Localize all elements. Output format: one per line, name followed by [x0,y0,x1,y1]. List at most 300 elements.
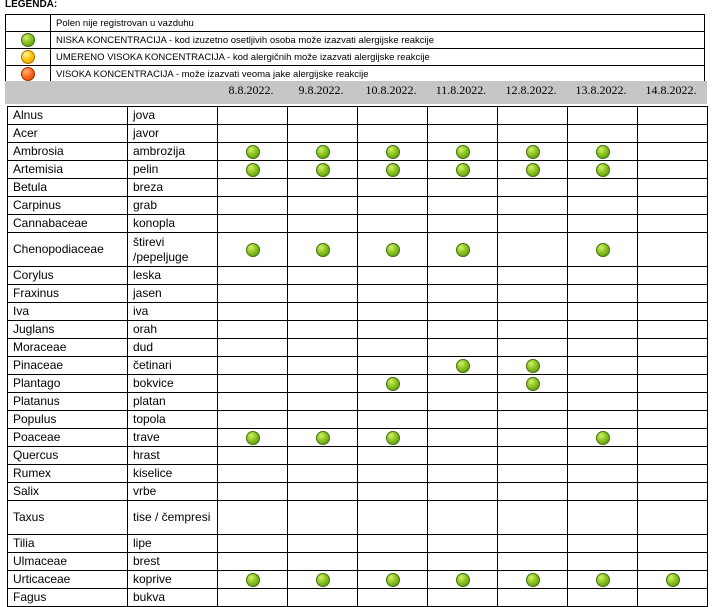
local-name: štirevi /pepeljuge [128,233,218,267]
legend-table [5,14,705,83]
table-row [8,393,708,411]
green-dot-icon [526,359,540,373]
concentration-cell [428,411,498,429]
concentration-cell [638,233,708,267]
table-row [8,357,708,375]
concentration-cell [218,357,288,375]
concentration-cell [498,303,568,321]
concentration-cell [218,161,288,179]
concentration-cell [568,215,638,233]
concentration-cell [638,215,708,233]
concentration-cell [288,589,358,607]
table-row [8,571,708,589]
green-dot-icon [666,573,680,587]
concentration-cell [498,571,568,589]
concentration-cell [498,589,568,607]
concentration-cell [498,339,568,357]
table-row [8,447,708,465]
table-row [8,483,708,501]
table-row [8,429,708,447]
latin-name: Betula [8,179,128,197]
date-header: 11.8.2022. [435,83,487,97]
concentration-cell [638,429,708,447]
concentration-cell [288,267,358,285]
concentration-cell [358,501,428,535]
concentration-cell [638,339,708,357]
local-name: trave [128,429,218,447]
concentration-cell [218,143,288,161]
concentration-cell [638,179,708,197]
concentration-cell [218,233,288,267]
green-dot-icon [386,431,400,445]
concentration-cell [568,143,638,161]
local-name: topola [128,411,218,429]
latin-name: Artemisia [8,161,128,179]
concentration-cell [358,357,428,375]
concentration-cell [498,501,568,535]
concentration-cell [498,125,568,143]
table-row [8,589,708,607]
concentration-cell [498,393,568,411]
concentration-cell [218,447,288,465]
latin-name: Ambrosia [8,143,128,161]
latin-name: Acer [8,125,128,143]
green-dot-icon [526,573,540,587]
green-dot-icon [316,145,330,159]
concentration-cell [428,465,498,483]
table-row [8,161,708,179]
table-row [8,267,708,285]
concentration-cell [498,429,568,447]
concentration-cell [638,465,708,483]
concentration-cell [358,233,428,267]
concentration-cell [358,553,428,571]
legend-row-none [6,15,705,32]
concentration-cell [568,429,638,447]
concentration-cell [218,125,288,143]
latin-name: Cannabaceae [8,215,128,233]
concentration-cell [638,125,708,143]
concentration-cell [568,321,638,339]
latin-name: Chenopodiaceae [8,233,128,267]
concentration-cell [218,197,288,215]
concentration-cell [218,393,288,411]
concentration-cell [568,285,638,303]
legend-text: NISKA KONCENTRACIJA - kod izuzetno osetljivih osoba može izazvati alergijske reakcije [51,32,705,49]
concentration-cell [638,161,708,179]
green-dot-icon [596,243,610,257]
green-dot-icon [21,33,35,47]
concentration-cell [568,483,638,501]
concentration-cell [568,571,638,589]
local-name: lipe [128,535,218,553]
concentration-cell [288,411,358,429]
green-dot-icon [246,145,260,159]
concentration-cell [638,303,708,321]
concentration-cell [288,179,358,197]
concentration-cell [428,285,498,303]
table-row [8,465,708,483]
table-row [8,321,708,339]
concentration-cell [638,107,708,125]
concentration-cell [638,535,708,553]
concentration-cell [568,535,638,553]
concentration-cell [288,107,358,125]
concentration-cell [358,197,428,215]
date-header-band [5,81,707,104]
green-dot-icon [386,243,400,257]
latin-name: Moraceae [8,339,128,357]
concentration-cell [358,267,428,285]
local-name: koprive [128,571,218,589]
legend-row-moderate [6,49,705,66]
concentration-cell [428,125,498,143]
latin-name: Juglans [8,321,128,339]
latin-name: Tilia [8,535,128,553]
concentration-cell [638,553,708,571]
concentration-cell [428,501,498,535]
concentration-cell [568,197,638,215]
table-row [8,339,708,357]
concentration-cell [358,465,428,483]
concentration-cell [428,571,498,589]
concentration-cell [498,267,568,285]
green-dot-icon [526,377,540,391]
concentration-cell [568,357,638,375]
concentration-cell [428,215,498,233]
concentration-cell [288,125,358,143]
concentration-cell [218,303,288,321]
concentration-cell [218,535,288,553]
concentration-cell [428,339,498,357]
concentration-cell [638,375,708,393]
local-name: brest [128,553,218,571]
local-name: ambrozija [128,143,218,161]
concentration-cell [288,161,358,179]
concentration-cell [638,143,708,161]
green-dot-icon [596,163,610,177]
concentration-cell [568,393,638,411]
date-header: 10.8.2022. [365,83,417,97]
concentration-cell [358,321,428,339]
local-name: orah [128,321,218,339]
latin-name: Corylus [8,267,128,285]
concentration-cell [288,571,358,589]
local-name: tise / čempresi [128,501,218,535]
concentration-cell [638,571,708,589]
date-header: 12.8.2022. [505,83,557,97]
concentration-cell [218,553,288,571]
local-name: javor [128,125,218,143]
concentration-cell [218,465,288,483]
concentration-cell [568,501,638,535]
concentration-cell [218,267,288,285]
latin-name: Fagus [8,589,128,607]
green-dot-icon [246,431,260,445]
concentration-cell [638,393,708,411]
date-header: 8.8.2022. [228,83,274,97]
concentration-cell [358,303,428,321]
concentration-cell [498,375,568,393]
green-dot-icon [596,145,610,159]
concentration-cell [218,483,288,501]
concentration-cell [498,233,568,267]
local-name: breza [128,179,218,197]
concentration-cell [288,339,358,357]
concentration-cell [218,571,288,589]
concentration-cell [218,339,288,357]
green-dot-icon [456,145,470,159]
latin-name: Populus [8,411,128,429]
concentration-cell [288,233,358,267]
latin-name: Carpinus [8,197,128,215]
concentration-cell [218,375,288,393]
local-name: hrast [128,447,218,465]
concentration-cell [428,375,498,393]
concentration-cell [428,357,498,375]
latin-name: Platanus [8,393,128,411]
concentration-cell [428,483,498,501]
concentration-cell [218,179,288,197]
concentration-cell [358,215,428,233]
concentration-cell [498,161,568,179]
concentration-cell [218,501,288,535]
concentration-cell [498,465,568,483]
legend-swatch-none [6,15,51,32]
concentration-cell [358,161,428,179]
concentration-cell [428,589,498,607]
concentration-cell [358,375,428,393]
legend-row-high [6,66,705,83]
concentration-cell [498,143,568,161]
concentration-cell [498,553,568,571]
table-row [8,143,708,161]
green-dot-icon [386,163,400,177]
concentration-cell [288,553,358,571]
table-row [8,535,708,553]
table-row [8,233,708,267]
concentration-cell [498,357,568,375]
concentration-cell [358,571,428,589]
concentration-cell [288,375,358,393]
date-header: 13.8.2022. [575,83,627,97]
concentration-cell [358,483,428,501]
pollen-table [7,106,708,607]
concentration-cell [288,447,358,465]
legend-title: LEGENDA: [5,0,58,10]
concentration-cell [568,447,638,465]
concentration-cell [358,393,428,411]
concentration-cell [288,535,358,553]
concentration-cell [218,321,288,339]
local-name: četinari [128,357,218,375]
table-row [8,197,708,215]
concentration-cell [288,215,358,233]
latin-name: Rumex [8,465,128,483]
concentration-cell [568,465,638,483]
concentration-cell [568,161,638,179]
legend-text: UMERENO VISOKA KONCENTRACIJA - kod alergičnih može izazvati alergijske reakcije [51,49,705,66]
concentration-cell [638,267,708,285]
concentration-cell [218,107,288,125]
local-name: jasen [128,285,218,303]
latin-name: Urticaceae [8,571,128,589]
concentration-cell [288,321,358,339]
local-name: konopla [128,215,218,233]
local-name: dud [128,339,218,357]
concentration-cell [218,589,288,607]
concentration-cell [568,179,638,197]
local-name: bokvice [128,375,218,393]
concentration-cell [358,411,428,429]
concentration-cell [218,429,288,447]
concentration-cell [288,429,358,447]
concentration-cell [428,267,498,285]
concentration-cell [428,303,498,321]
concentration-cell [498,215,568,233]
concentration-cell [428,553,498,571]
green-dot-icon [596,431,610,445]
concentration-cell [428,535,498,553]
concentration-cell [568,553,638,571]
concentration-cell [358,143,428,161]
local-name: jova [128,107,218,125]
concentration-cell [358,589,428,607]
date-header: 9.8.2022. [298,83,344,97]
concentration-cell [428,161,498,179]
concentration-cell [638,447,708,465]
concentration-cell [358,125,428,143]
concentration-cell [498,535,568,553]
table-row [8,179,708,197]
concentration-cell [288,483,358,501]
concentration-cell [288,465,358,483]
concentration-cell [428,179,498,197]
concentration-cell [358,429,428,447]
green-dot-icon [316,163,330,177]
table-row [8,501,708,535]
concentration-cell [288,143,358,161]
concentration-cell [568,303,638,321]
green-dot-icon [246,243,260,257]
concentration-cell [498,285,568,303]
table-row [8,107,708,125]
green-dot-icon [596,573,610,587]
concentration-cell [638,589,708,607]
green-dot-icon [386,145,400,159]
local-name: grab [128,197,218,215]
concentration-cell [288,501,358,535]
concentration-cell [428,429,498,447]
local-name: bukva [128,589,218,607]
legend-text: Polen nije registrovan u vazduhu [51,15,705,32]
local-name: leska [128,267,218,285]
concentration-cell [218,215,288,233]
green-dot-icon [526,145,540,159]
concentration-cell [638,197,708,215]
concentration-cell [358,285,428,303]
green-dot-icon [386,377,400,391]
concentration-cell [638,411,708,429]
green-dot-icon [246,573,260,587]
concentration-cell [568,339,638,357]
local-name: platan [128,393,218,411]
green-dot-icon [316,431,330,445]
concentration-cell [568,267,638,285]
concentration-cell [428,233,498,267]
latin-name: Poaceae [8,429,128,447]
pollen-table-body [8,107,708,607]
concentration-cell [568,107,638,125]
latin-name: Plantago [8,375,128,393]
concentration-cell [498,483,568,501]
legend-row-low [6,32,705,49]
green-dot-icon [316,243,330,257]
concentration-cell [288,285,358,303]
latin-name: Fraxinus [8,285,128,303]
latin-name: Iva [8,303,128,321]
concentration-cell [358,339,428,357]
local-name: pelin [128,161,218,179]
concentration-cell [638,483,708,501]
concentration-cell [288,393,358,411]
concentration-cell [498,447,568,465]
concentration-cell [638,321,708,339]
green-dot-icon [456,243,470,257]
legend-text: VISOKA KONCENTRACIJA - može izazvati veoma jake alergijske reakcije [51,66,705,83]
local-name: vrbe [128,483,218,501]
concentration-cell [288,303,358,321]
latin-name: Ulmaceae [8,553,128,571]
amber-dot-icon [21,50,35,64]
table-row [8,125,708,143]
concentration-cell [568,125,638,143]
concentration-cell [288,197,358,215]
concentration-cell [218,411,288,429]
concentration-cell [428,143,498,161]
table-row [8,375,708,393]
green-dot-icon [456,359,470,373]
concentration-cell [568,233,638,267]
concentration-cell [428,447,498,465]
local-name: iva [128,303,218,321]
green-dot-icon [316,573,330,587]
concentration-cell [638,285,708,303]
table-row [8,285,708,303]
concentration-cell [498,107,568,125]
concentration-cell [568,375,638,393]
concentration-cell [218,285,288,303]
table-row [8,411,708,429]
concentration-cell [498,197,568,215]
concentration-cell [638,501,708,535]
concentration-cell [568,411,638,429]
local-name: kiselice [128,465,218,483]
table-row [8,553,708,571]
green-dot-icon [386,573,400,587]
table-row [8,303,708,321]
concentration-cell [498,179,568,197]
latin-name: Pinaceae [8,357,128,375]
latin-name: Salix [8,483,128,501]
green-dot-icon [456,163,470,177]
concentration-cell [358,107,428,125]
concentration-cell [358,179,428,197]
concentration-cell [288,357,358,375]
date-header: 14.8.2022. [645,83,697,97]
latin-name: Taxus [8,501,128,535]
green-dot-icon [456,573,470,587]
